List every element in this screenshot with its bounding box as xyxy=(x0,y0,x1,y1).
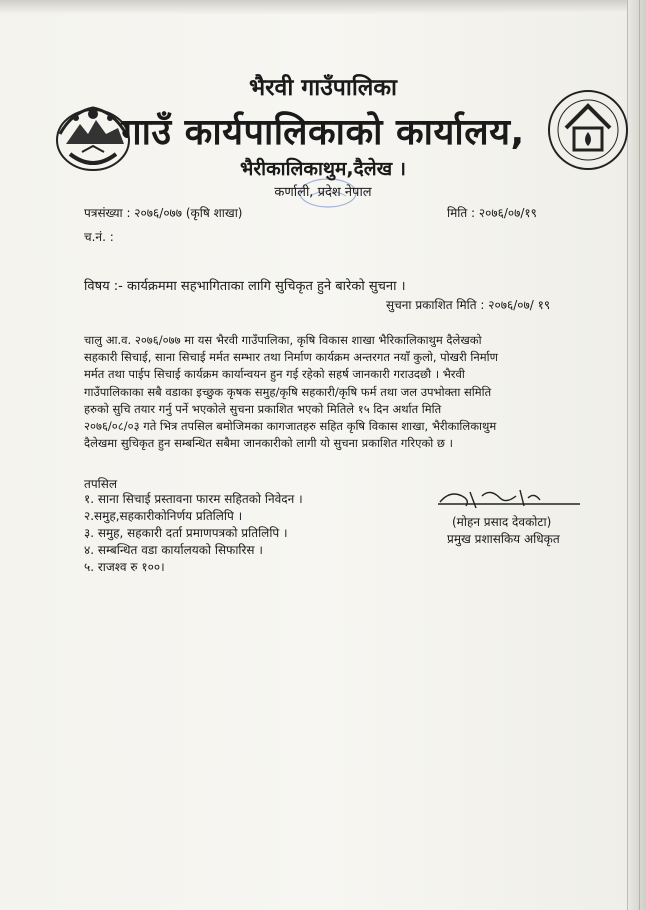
office-name-line2: गाउँ कार्यपालिकाको कार्यालय, xyxy=(121,112,525,153)
tapasil-heading: तपसिल xyxy=(84,477,118,491)
body-line: चालु आ.व. २०७६/०७७ मा यस भैरवी गाउँपालिका, कृषि विकास शाखा भैरिकालिकाथुम दैलेखको xyxy=(84,333,482,347)
dispatch-number: च.नं. : xyxy=(84,230,114,244)
body-line: गाउँपालिकाका सबै वडाका इच्छुक कृषक समुह/कृषि सहकारी/कृषि फर्म तथा जल उपभोक्ता समिति xyxy=(84,384,492,399)
letter-date: मिति : २०७६/०७/१९ xyxy=(447,206,537,220)
reference-number: पत्रसंख्या : २०७६/०७७ (कृषि शाखा) xyxy=(84,206,243,220)
list-item: १. साना सिचाई प्रस्तावना फारम सहितको निवेदन । xyxy=(84,492,303,506)
province-name: कर्णाली, प्रदेश नेपाल xyxy=(274,185,372,200)
signatory-name: (मोहन प्रसाद देवकोटा) xyxy=(452,515,552,529)
office-name-line1: भैरवी गाउँपालिका xyxy=(248,75,398,101)
list-item: ५. राजश्व रु १००। xyxy=(84,560,165,574)
office-address: भैरीकालिकाथुम,दैलेख । xyxy=(240,158,406,180)
notice-body xyxy=(84,332,566,452)
subject-line: विषय :- कार्यक्रममा सहभागिताका लागि सुचिकृत हुने बारेको सुचना । xyxy=(84,279,406,294)
list-item: ४. सम्बन्धित वडा कार्यालयको सिफारिस । xyxy=(84,543,263,557)
tapasil-list xyxy=(84,491,303,576)
list-item: २.समुह,सहकारीकोनिर्णय प्रतिलिपि । xyxy=(84,509,243,523)
page-top-shadow xyxy=(0,0,646,14)
list-item: ३. समुह, सहकारी दर्ता प्रमाणपत्रको प्रतिलिपि । xyxy=(84,526,288,540)
body-line: सहकारी सिचाई, साना सिचाई मर्मत सम्भार तथा निर्माण कार्यक्रम अन्तरगत नयाँ कुलो, पोखरी निर्माण xyxy=(84,350,498,365)
body-line: दैलेखमा सुचिकृत हुन सम्बन्धित सबैमा जानकारीको लागी यो सुचना प्रकाशित गरिएको छ । xyxy=(84,436,453,451)
body-line: २०७६/०८/०३ गते भित्र तपसिल बमोजिमका कागजातहरु सहित कृषि विकास शाखा, भैरीकालिकाथुम xyxy=(84,419,497,434)
body-line: मर्मत तथा पाईप सिचाई कार्यक्रम कार्यान्वयन हुन गई रहेको सहर्ष जानकारी गराउदछौ । भैरवी xyxy=(84,367,465,382)
published-date: सुचना प्रकाशित मिति : २०७६/०७/ १९ xyxy=(386,298,551,312)
signatory-title: प्रमुख प्रशासकिय अधिकृत xyxy=(447,532,560,546)
body-line: हरुको सुचि तयार गर्नु पर्ने भएकोले सुचना प्रकाशित भएको मितिले १५ दिन अर्थात मिति xyxy=(84,401,442,416)
signature-icon xyxy=(430,482,590,514)
